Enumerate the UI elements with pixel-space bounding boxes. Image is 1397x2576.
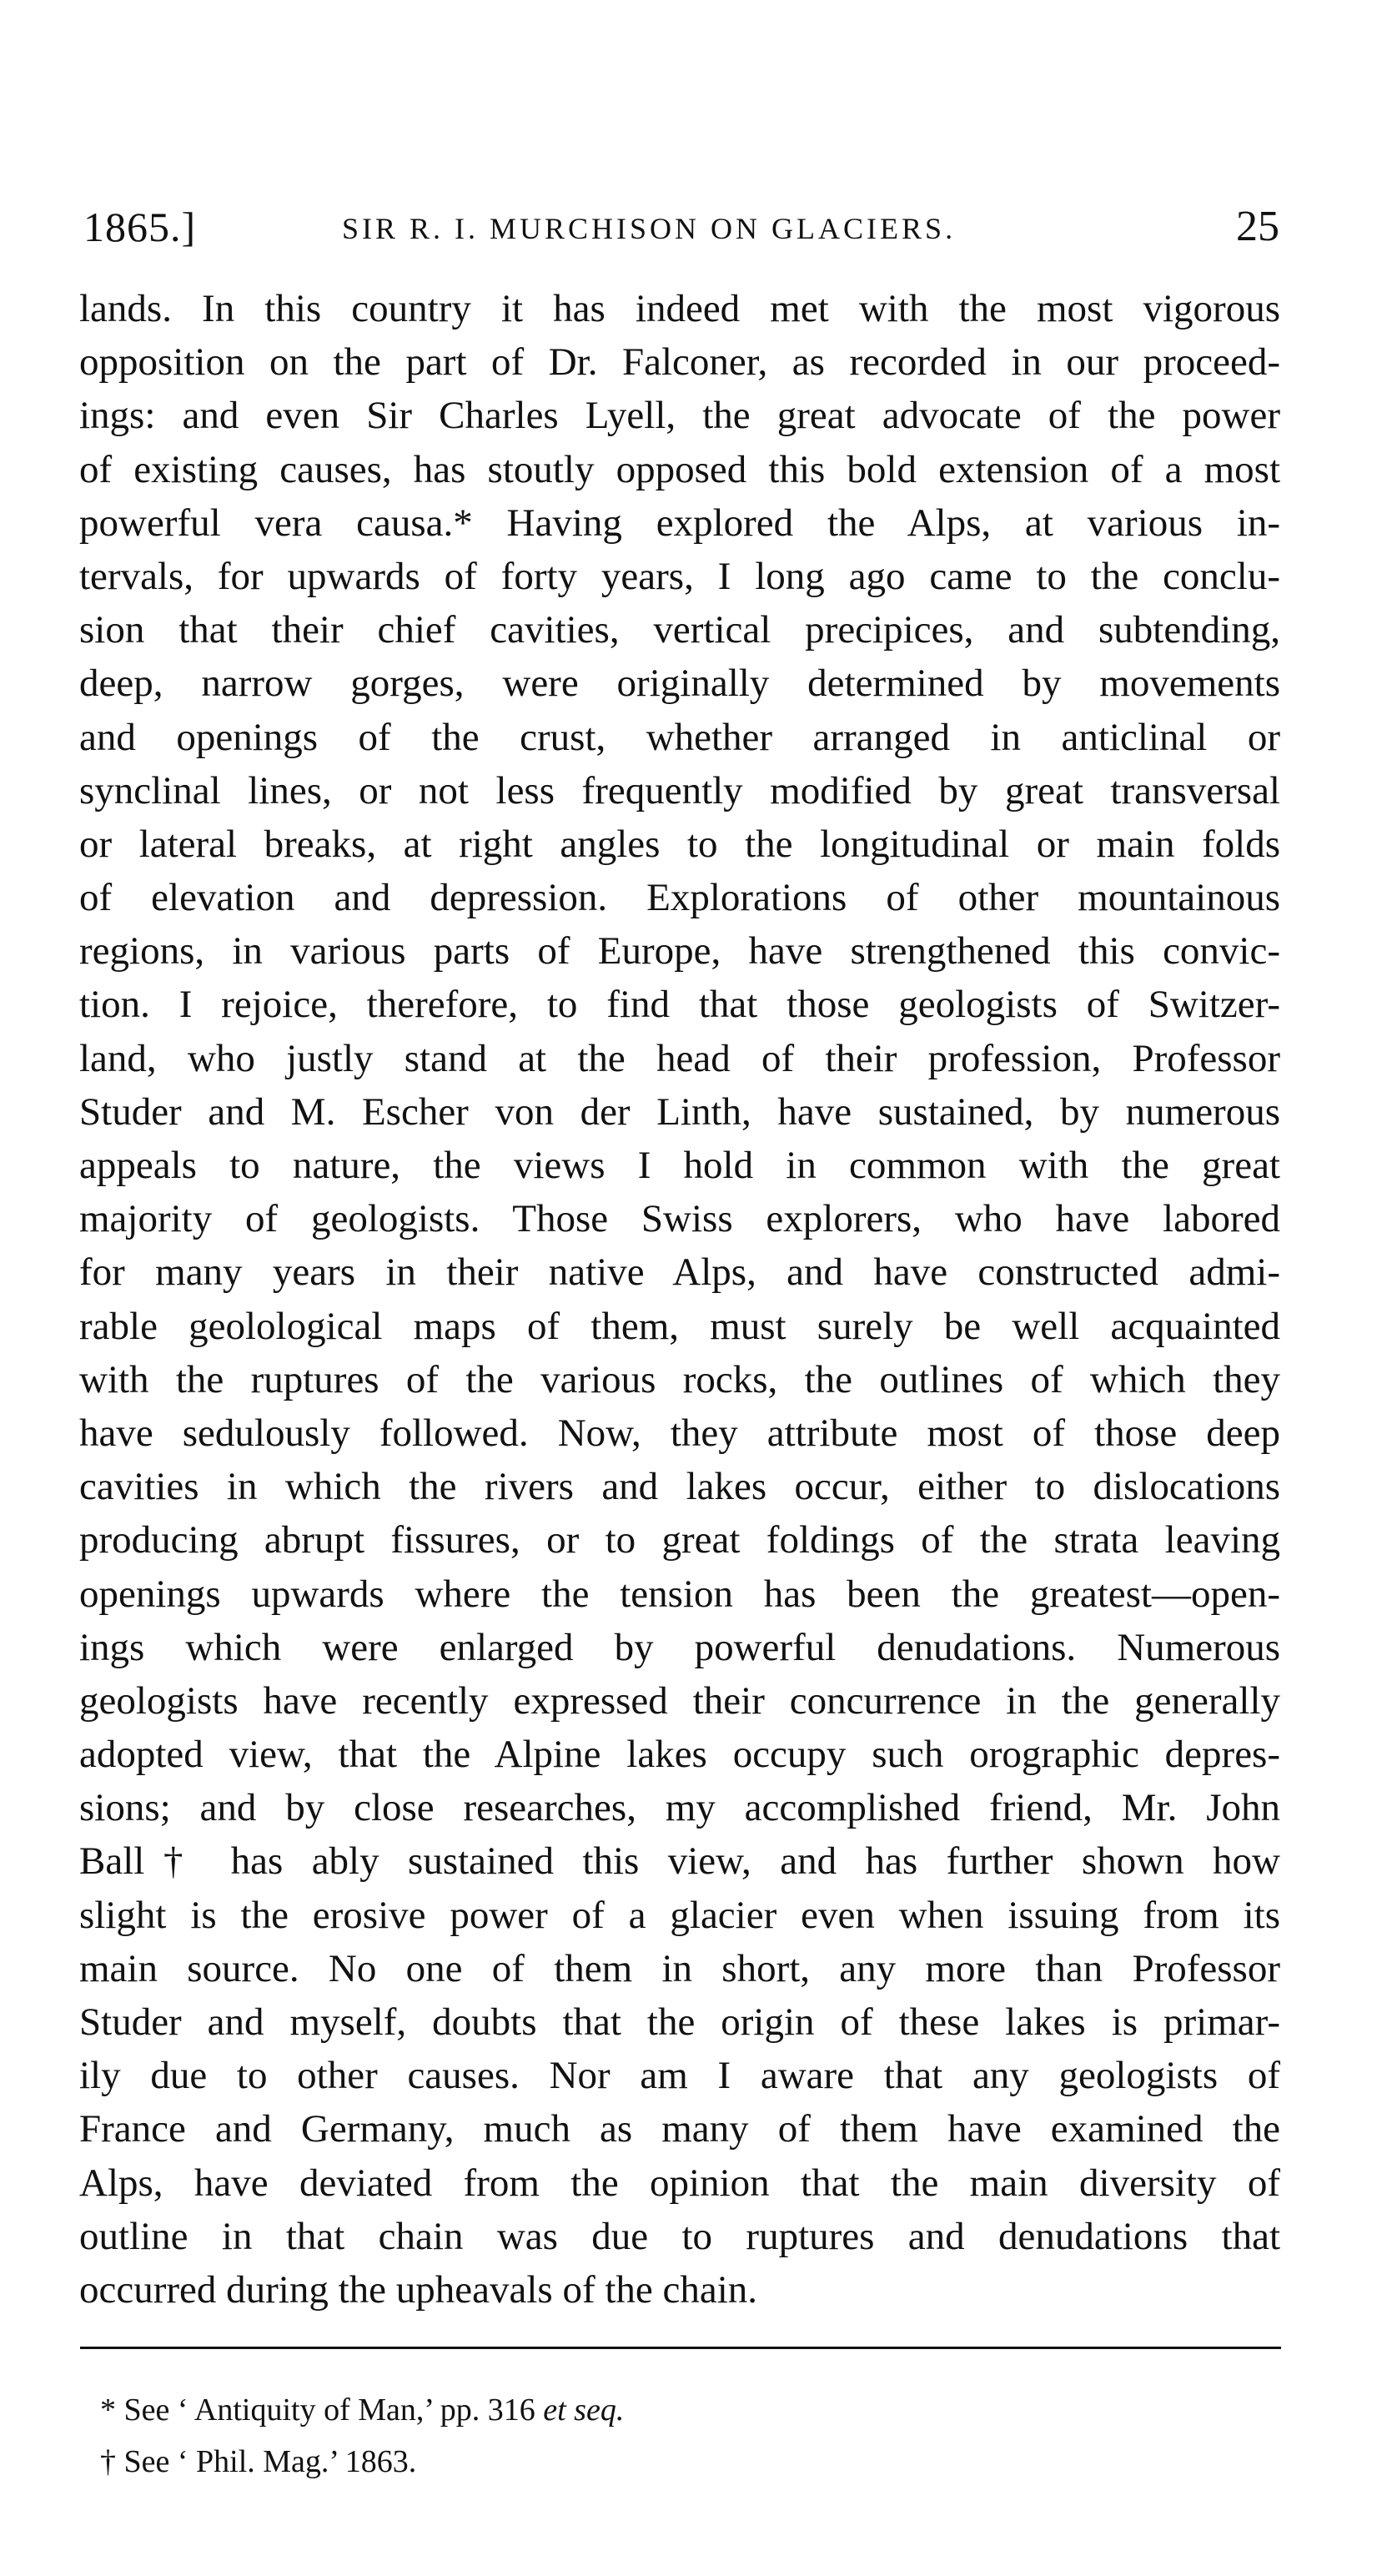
text-line: lands. In this country it has indeed met with the most vigorous bbox=[79, 287, 1280, 330]
text-line: ings: and even Sir Charles Lyell, the great advocate of the power bbox=[79, 394, 1280, 438]
running-head-title: SIR R. I. MURCHISON ON GLACIERS. bbox=[342, 212, 957, 245]
text-line: land, who justly stand at the head of their profession, Professor bbox=[79, 1036, 1280, 1080]
text-line: ings which were enlarged by powerful denudations. Numerous bbox=[79, 1625, 1280, 1669]
text-line: producing abrupt fissures, or to great foldings of the strata leaving bbox=[79, 1518, 1280, 1562]
footnote-divider bbox=[80, 2347, 1281, 2349]
footnote-antiquity-of-man bbox=[100, 2384, 1184, 2436]
text-line: powerful vera causa.* Having explored the Alps, at various in- bbox=[79, 501, 1280, 545]
footnote-italic-text: et seq. bbox=[543, 2392, 625, 2428]
text-line: tion. I rejoice, therefore, to find that those geologists of Switzer- bbox=[79, 983, 1280, 1027]
text-line: openings upwards where the tension has been the greatest—open- bbox=[79, 1572, 1280, 1616]
text-line: majority of geologists. Those Swiss explorers, who have labored bbox=[79, 1197, 1280, 1241]
running-head bbox=[83, 194, 1279, 260]
text-line: main source. No one of them in short, any more than Professor bbox=[79, 1946, 1280, 1990]
text-line: for many years in their native Alps, and have constructed admi- bbox=[79, 1250, 1280, 1295]
text-line: deep, narrow gorges, were originally determined by movements bbox=[79, 662, 1280, 706]
text-line: cavities in which the rivers and lakes occur, either to dislocations bbox=[79, 1465, 1280, 1509]
text-line: geologists have recently expressed their concurrence in the generally bbox=[79, 1678, 1280, 1723]
text-line: and openings of the crust, whether arranged in anticlinal or bbox=[79, 715, 1280, 759]
text-line: appeals to nature, the views I hold in common with the great bbox=[79, 1144, 1280, 1187]
text-line: tervals, for upwards of forty years, I long ago came to the conclu- bbox=[79, 554, 1280, 598]
text-line: sion that their chief cavities, vertical precipices, and subtending, bbox=[79, 608, 1280, 652]
text-line: of elevation and depression. Explorations of other mountainous bbox=[79, 876, 1280, 920]
text-line: Ball† has ably sustained this view, and has further shown how bbox=[79, 1839, 1280, 1884]
text-line: adopted view, that the Alpine lakes occupy such orographic depres- bbox=[79, 1733, 1280, 1777]
footnote-text: * See ‘ Antiquity of Man,’ pp. 316 bbox=[100, 2392, 544, 2428]
text-line: Studer and myself, doubts that the origin of these lakes is primar- bbox=[79, 2000, 1280, 2044]
text-line: synclinal lines, or not less frequently modified by great transversal bbox=[79, 768, 1280, 813]
running-head-year: 1865.] bbox=[83, 204, 197, 250]
text-line: regions, in various parts of Europe, have strengthened this convic- bbox=[79, 929, 1280, 974]
text-line: Alps, have deviated from the opinion that the main diversity of bbox=[79, 2161, 1280, 2205]
body-text bbox=[79, 282, 1280, 2317]
text-line: slight is the erosive power of a glacier even when issuing from its bbox=[79, 1893, 1280, 1937]
text-line: France and Germany, much as many of them have examined the bbox=[79, 2107, 1280, 2151]
text-line: or lateral breaks, at right angles to the longitudinal or main folds bbox=[79, 822, 1280, 866]
text-line: outline in that chain was due to ruptures and denudations that bbox=[79, 2214, 1280, 2258]
text-line: opposition on the part of Dr. Falconer, as recorded in our proceed- bbox=[79, 340, 1280, 385]
text-line: with the ruptures of the various rocks, the outlines of which they bbox=[79, 1357, 1280, 1401]
text-line-final: occurred during the upheavals of the chain. bbox=[79, 2267, 758, 2312]
footnote-phil-mag: † See ‘ Phil. Mag.’ 1863. bbox=[100, 2444, 417, 2479]
text-line: sions; and by close researches, my accomplished friend, Mr. John bbox=[79, 1786, 1280, 1830]
footnotes bbox=[100, 2384, 1184, 2488]
text-line: have sedulously followed. Now, they attribute most of those deep bbox=[79, 1411, 1280, 1455]
text-line: ily due to other causes. Nor am I aware that any geologists of bbox=[79, 2054, 1280, 2098]
text-line: of existing causes, has stoutly opposed this bold extension of a most bbox=[79, 447, 1280, 491]
text-line: Studer and M. Escher von der Linth, have sustained, by numerous bbox=[79, 1089, 1280, 1134]
text-line: rable geolological maps of them, must surely be well acquainted bbox=[79, 1304, 1280, 1348]
page-number: 25 bbox=[1236, 203, 1279, 250]
